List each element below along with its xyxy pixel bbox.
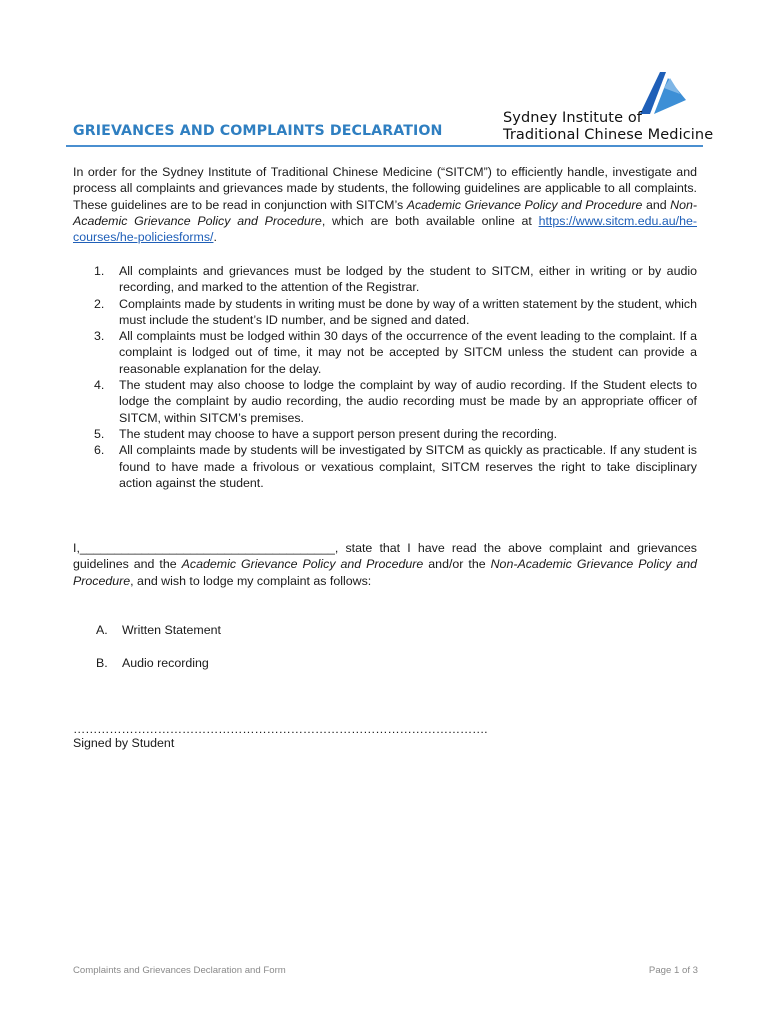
guideline-text: All complaints must be lodged within 30 days of the occurrence of the event leading to the complaint. If a complaint is lodged out of time, it may not be accepted by SITCM unless the student can provide a reasonable explanation for the delay. [119,329,697,376]
guideline-text: Complaints made by students in writing must be done by way of a written statement by the student, which must include the student’s ID number, and be signed and dated. [119,296,697,327]
guideline-number: 4. [94,378,105,393]
guidelines-list [73,263,697,491]
logo-line-1: Sydney Institute of [503,110,642,126]
statement-and-or: and/or the [423,557,491,572]
guideline-number: 1. [94,264,105,278]
intro-end: . [213,230,217,245]
page-title: GRIEVANCES AND COMPLAINTS DECLARATION [73,123,443,139]
option-letter: B. [96,656,108,670]
institute-logo-text [503,110,713,144]
guideline-item [73,263,697,296]
statement-text-1: I,_____________________________________, state that I have read the above complaint and grievances guidelines and the [73,541,697,572]
guideline-item [73,426,697,442]
guideline-text: The student may choose to have a support person present during the recording. [119,426,558,441]
statement-text-2: , and wish to lodge my complaint as follows: [130,573,372,588]
intro-text-1: In order for the Sydney Institute of Traditional Chinese Medicine (“SITCM”) to efficiently handle, investigate and process all complaints and grievances made by students, the following guidelines are applicable to all complaints. These guidelines are to be read in conjunction with SITCM’s [73,165,697,212]
non-academic-policy-ref: Non-Academic Grievance Policy and Procedure [73,197,697,228]
option-audio-recording[interactable] [96,655,209,671]
intro-and: and [642,197,671,212]
policies-link[interactable]: https://www.sitcm.edu.au/he-courses/he-policiesforms/ [73,213,697,245]
statement-academic-policy: Academic Grievance Policy and Procedure [181,557,424,572]
guideline-number: 5. [94,426,105,441]
signature-line[interactable]: …………………………………………………………………………………………. [73,722,488,736]
guideline-item [73,296,697,329]
option-label: Audio recording [122,656,209,670]
intro-text-2: , which are both available online at [321,213,539,228]
logo-line-2: Traditional Chinese Medicine [503,127,714,143]
option-letter: A. [96,623,108,637]
guideline-item [73,442,697,491]
footer-document-name: Complaints and Grievances Declaration and Form [73,965,286,976]
statement-non-academic-policy: Non-Academic Grievance Policy and Procedure [73,557,697,588]
header-divider [66,145,703,147]
guideline-number: 6. [94,443,105,458]
guideline-text: All complaints and grievances must be lodged by the student to SITCM, either in writing or by audio recording, and marked to the attention of the Registrar. [119,264,697,295]
guideline-number: 2. [94,296,105,311]
option-written-statement[interactable] [96,622,221,638]
footer-page-number: Page 1 of 3 [648,965,698,976]
intro-paragraph [73,164,697,245]
guideline-text: All complaints made by students will be investigated by SITCM as quickly as practicable. If any student is found to have made a frivolous or vexatious complaint, SITCM reserves the right to take disciplinary action against the student. [119,443,697,490]
signature-label: Signed by Student [73,736,175,750]
guideline-number: 3. [94,329,105,344]
option-label: Written Statement [122,623,221,637]
guideline-item [73,328,697,377]
guideline-item [73,377,697,426]
academic-policy-ref: Academic Grievance Policy and Procedure [406,197,643,212]
declaration-statement [73,540,697,589]
guideline-text: The student may also choose to lodge the complaint by way of audio recording. If the Student elects to lodge the complaint by audio recording, the audio recording must be made by an appropriate officer of SITCM, within SITCM’s premises. [119,378,697,425]
